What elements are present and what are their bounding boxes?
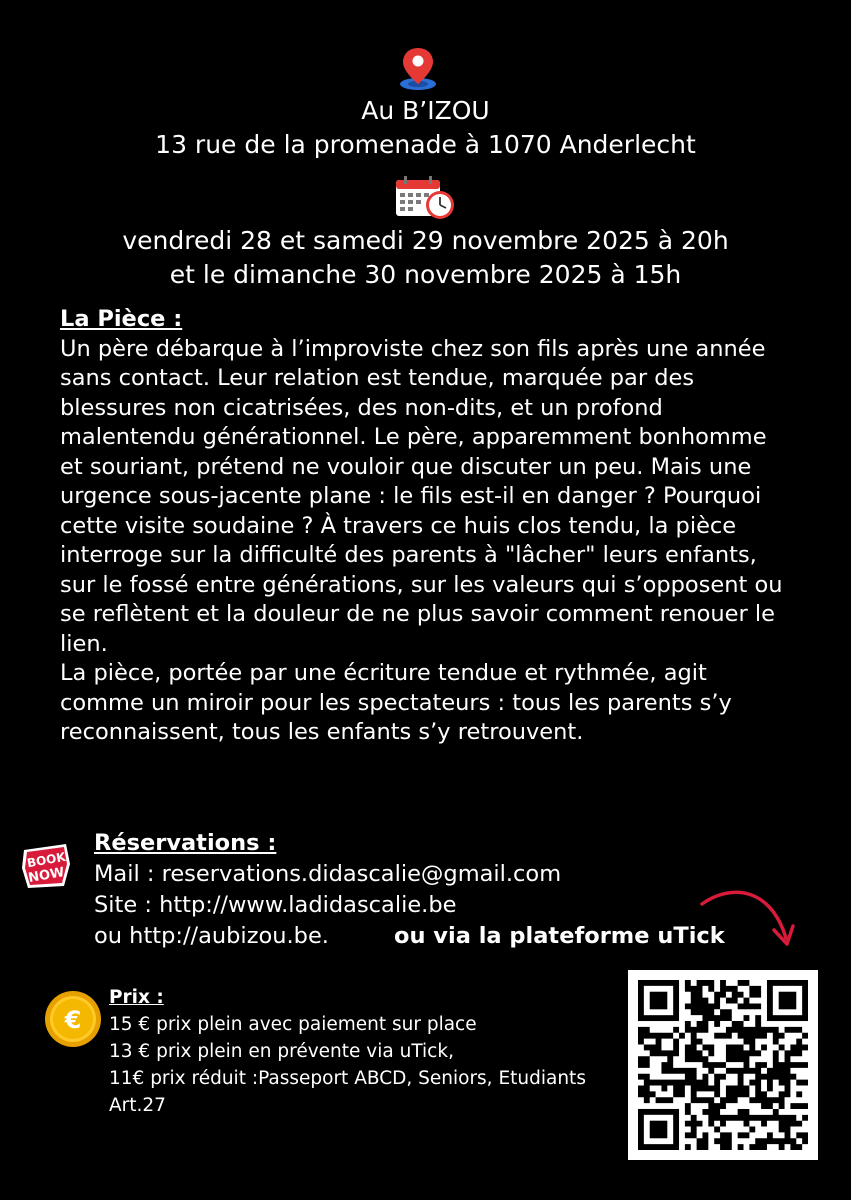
venue-block	[0, 94, 851, 162]
piece-paragraph-1: Un père débarque à l’improviste chez son fils après une année sans contact. Leur relation est tendue, marquée par des blessures non cicatrisées, des non-dits, et un profond malentendu générationnel. Le père, apparemment bonhomme et souriant, prétend ne vouloir que discuter un peu. Mais une urgence sous-jacente plane : le fils est-il en danger ? Pourquoi cette visite soudaine ? À travers ce huis clos tendu, la pièce interroge sur la difficulté des parents à "lâcher" leurs enfants, sur le fossé entre générations, sur les valeurs qui s’opposent ou se reflètent et la douleur de ne plus savoir comment renouer le lien.	[60, 335, 783, 657]
piece-title: La Pièce :	[60, 306, 183, 332]
reservations-site[interactable]: Site : http://www.ladidascalie.be	[94, 892, 457, 918]
curved-arrow-icon	[690, 880, 800, 960]
reservations-alt-site[interactable]: ou http://aubizou.be.	[94, 923, 329, 949]
book-now-icon	[20, 842, 74, 890]
svg-text:€: €	[64, 1006, 82, 1034]
piece-description	[60, 305, 795, 748]
location-pin-icon	[398, 46, 438, 92]
prix-title: Prix :	[109, 987, 164, 1008]
prix-block	[109, 984, 629, 1119]
piece-paragraph-2: La pièce, portée par une écriture tendue et rythmée, agit comme un miroir pour les spectateurs : tous les parents s’y reconnaissent, tous les enfants s’y retrouvent.	[60, 660, 732, 745]
dates-block	[0, 224, 851, 292]
dates-line-2: et le dimanche 30 novembre 2025 à 15h	[169, 260, 682, 289]
prix-line-2: 13 € prix plein en prévente via uTick,	[109, 1041, 454, 1062]
qr-code[interactable]	[628, 970, 818, 1160]
qr-finder-top-right	[767, 980, 808, 1021]
reservations-title: Réservations :	[94, 830, 277, 856]
reservations-mail[interactable]: Mail : reservations.didascalie@gmail.com	[94, 861, 562, 887]
reservations-utick: ou via la plateforme uTick	[394, 923, 725, 949]
reservations-block	[94, 828, 734, 952]
prix-line-1: 15 € prix plein avec paiement sur place	[109, 1014, 477, 1035]
dates-line-1: vendredi 28 et samedi 29 novembre 2025 à 20h	[122, 226, 729, 255]
qr-code-image	[628, 970, 818, 1160]
book-now-text-top: BOOK	[25, 849, 67, 871]
calendar-clock-icon	[394, 176, 456, 220]
prix-line-4: Art.27	[109, 1095, 166, 1116]
qr-finder-top-left	[638, 980, 679, 1021]
venue-address: 13 rue de la promenade à 1070 Anderlecht	[155, 130, 696, 159]
euro-coin-icon	[44, 990, 102, 1048]
venue-name: Au B’IZOU	[361, 96, 490, 125]
book-now-text-bottom: NOW	[27, 865, 66, 887]
qr-finder-bottom-left	[638, 1109, 679, 1150]
prix-line-3: 11€ prix réduit :Passeport ABCD, Seniors, Etudiants	[109, 1068, 586, 1089]
